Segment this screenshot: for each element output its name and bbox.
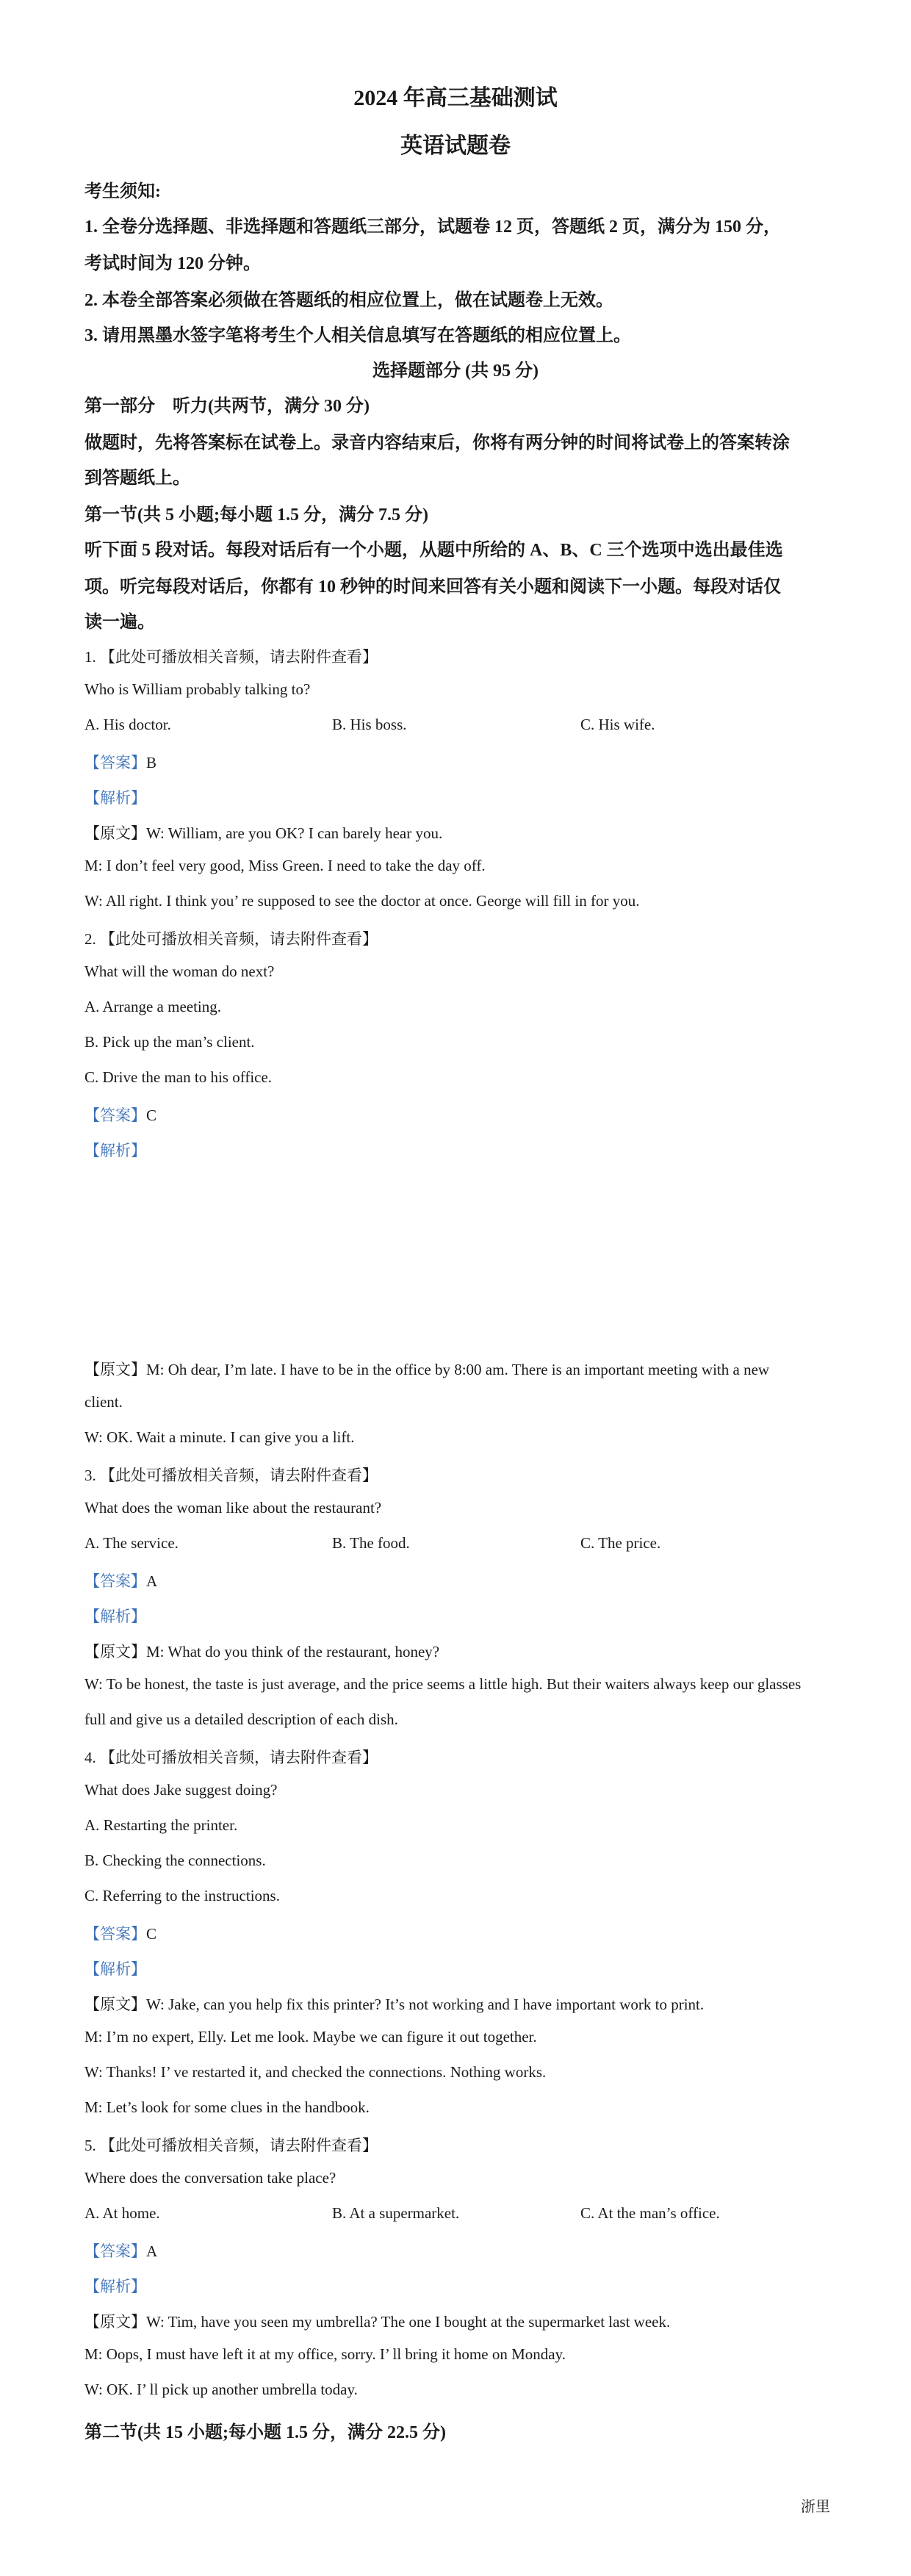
analysis-label: 【解析】: [84, 1608, 146, 1625]
section1-instruction: 听下面 5 段对话。每段对话后有一个小题，从题中所给的 A、B、C 三个选项中选出最佳选: [84, 541, 783, 560]
transcript-line: [84, 1358, 769, 1380]
answer-label: 【答案】: [84, 2242, 146, 2260]
transcript-text: M: What do you think of the restaurant, honey?: [146, 1643, 440, 1661]
notice-item: 2. 本卷全部答案必须做在答题纸的相应位置上，做在试题卷上无效。: [84, 291, 613, 310]
option-b: B. At a supermarket.: [332, 2204, 460, 2222]
answer-line: [84, 1922, 156, 1944]
option-a: A. Restarting the printer.: [84, 1816, 238, 1834]
section1-instruction: 读一遍。: [84, 613, 155, 632]
option-c: C. The price.: [580, 1534, 661, 1552]
transcript-line: W: To be honest, the taste is just average, and the price seems a little high. But their waiters always keep our glasses: [84, 1675, 802, 1693]
transcript-text: W: Jake, can you help fix this printer? It’s not working and I have important work to print.: [146, 1996, 705, 2013]
transcript-line: W: OK. Wait a minute. I can give you a lift.: [84, 1428, 355, 1446]
option-b: B. The food.: [332, 1534, 410, 1552]
question-stem: What does the woman like about the restaurant?: [84, 1499, 382, 1517]
audio-placeholder: 2. 【此处可播放相关音频，请去附件查看】: [84, 930, 378, 948]
exam-subtitle: 英语试题卷: [400, 134, 511, 158]
transcript-line: W: All right. I think you’ re supposed to see the doctor at once. George will fill in for you.: [84, 892, 640, 910]
section1-instruction: 项。听完每段对话后，你都有 10 秒钟的时间来回答有关小题和阅读下一小题。每段对话仅: [84, 578, 781, 597]
transcript-line: [84, 1993, 704, 2015]
section2-title: 第二节(共 15 小题;每小题 1.5 分，满分 22.5 分): [84, 2423, 446, 2442]
answer-label: 【答案】: [84, 1107, 146, 1124]
transcript-text: W: William, are you OK? I can barely hear you.: [146, 824, 443, 842]
transcript-line: full and give us a detailed description of each dish.: [84, 1710, 398, 1728]
answer-line: [84, 2239, 157, 2262]
option-c: C. At the man’s office.: [580, 2204, 720, 2222]
notice-item: 1. 全卷分选择题、非选择题和答题纸三部分，试题卷 12 页，答题纸 2 页，满分为 150 分，: [84, 217, 781, 237]
part1-instruction: 做题时，先将答案标在试卷上。录音内容结束后，你将有两分钟的时间将试卷上的答案转涂: [84, 433, 790, 453]
transcript-line: [84, 1640, 439, 1662]
question-stem: Who is William probably talking to?: [84, 680, 311, 698]
audio-placeholder: 3. 【此处可播放相关音频，请去附件查看】: [84, 1467, 378, 1484]
section1-title: 第一节(共 5 小题;每小题 1.5 分，满分 7.5 分): [84, 506, 428, 525]
answer-line: [84, 1569, 157, 1591]
audio-placeholder: 4. 【此处可播放相关音频，请去附件查看】: [84, 1749, 378, 1766]
answer-label: 【答案】: [84, 1925, 146, 1943]
transcript-line: M: Let’s look for some clues in the handbook.: [84, 2098, 370, 2116]
original-label: 【原文】: [84, 1361, 146, 1378]
answer-value: C: [146, 1107, 157, 1124]
analysis-label: 【解析】: [84, 789, 146, 807]
notice-item: 3. 请用黑墨水签字笔将考生个人相关信息填写在答题纸的相应位置上。: [84, 326, 631, 345]
answer-value: C: [146, 1925, 157, 1943]
transcript-line: M: Oops, I must have left it at my office, sorry. I’ ll bring it home on Monday.: [84, 2345, 566, 2363]
transcript-text: W: Tim, have you seen my umbrella? The one I bought at the supermarket last week.: [146, 2313, 671, 2331]
option-a: A. Arrange a meeting.: [84, 998, 222, 1015]
option-a: A. His doctor.: [84, 716, 171, 733]
answer-value: A: [146, 1572, 158, 1590]
answer-line: [84, 1104, 156, 1126]
original-label: 【原文】: [84, 1643, 146, 1661]
answer-label: 【答案】: [84, 1572, 146, 1590]
notice-heading: 考生须知:: [84, 182, 161, 201]
option-b: B. Checking the connections.: [84, 1852, 266, 1869]
option-b: B. His boss.: [332, 716, 407, 733]
answer-line: [84, 751, 156, 773]
transcript-text: M: Oh dear, I’m late. I have to be in the office by 8:00 am. There is an important meeting with a new: [146, 1361, 770, 1378]
question-stem: Where does the conversation take place?: [84, 2169, 336, 2187]
part1-instruction: 到答题纸上。: [84, 469, 190, 488]
original-label: 【原文】: [84, 2313, 146, 2331]
option-a: A. The service.: [84, 1534, 179, 1552]
analysis-label: 【解析】: [84, 1960, 146, 1978]
option-b: B. Pick up the man’s client.: [84, 1033, 255, 1051]
transcript-line: M: I don’t feel very good, Miss Green. I need to take the day off.: [84, 857, 486, 874]
transcript-line: [84, 2310, 670, 2332]
transcript-line: M: I’m no expert, Elly. Let me look. Maybe we can figure it out together.: [84, 2028, 537, 2046]
exam-title: 2024 年高三基础测试: [353, 86, 558, 110]
answer-value: A: [146, 2242, 158, 2260]
analysis-label: 【解析】: [84, 1142, 146, 1159]
transcript-line: W: Thanks! I’ ve restarted it, and checked the connections. Nothing works.: [84, 2063, 547, 2081]
transcript-line: W: OK. I’ ll pick up another umbrella today.: [84, 2381, 358, 2398]
notice-item: 考试时间为 120 分钟。: [84, 254, 261, 273]
option-c: C. Drive the man to his office.: [84, 1068, 273, 1086]
answer-value: B: [146, 754, 157, 771]
footer-watermark: 浙里: [801, 2497, 830, 2515]
question-stem: What will the woman do next?: [84, 963, 275, 980]
original-label: 【原文】: [84, 824, 146, 842]
option-c: C. His wife.: [580, 716, 655, 733]
audio-placeholder: 1. 【此处可播放相关音频，请去附件查看】: [84, 648, 378, 666]
analysis-label: 【解析】: [84, 2278, 146, 2295]
choice-section-title: 选择题部分 (共 95 分): [372, 361, 539, 381]
transcript-line: [84, 821, 442, 843]
question-stem: What does Jake suggest doing?: [84, 1781, 278, 1799]
option-a: A. At home.: [84, 2204, 160, 2222]
original-label: 【原文】: [84, 1996, 146, 2013]
audio-placeholder: 5. 【此处可播放相关音频，请去附件查看】: [84, 2137, 378, 2154]
transcript-line: client.: [84, 1393, 123, 1411]
answer-label: 【答案】: [84, 754, 146, 771]
option-c: C. Referring to the instructions.: [84, 1887, 280, 1904]
part1-title: 第一部分 听力(共两节，满分 30 分): [84, 397, 370, 416]
